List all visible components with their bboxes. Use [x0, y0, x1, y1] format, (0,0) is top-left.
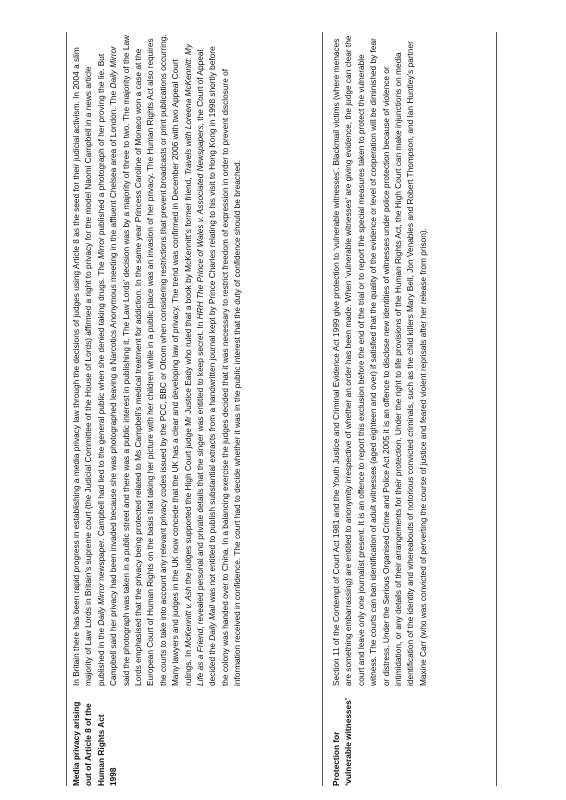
italic-title: Daily Mirror: [108, 46, 119, 89]
italic-title: Mirror: [95, 237, 106, 260]
row-text-vulnerable-witnesses: [330, 34, 429, 686]
text-run: In Britain there has been rapid progress in establishing a media privacy law through the decisions of judges using Article 8 as the seed for their judicial activism. In 2004 a slim majority of Law Lords in Britain’s supreme court (the Judicial Committee of the House of Lords) affirmed a right to privacy for the model Naomi Campbell in a news article published in the: [71, 47, 106, 686]
text-run: , revealed personal and private details that the singer was entitled to keep secret. In: [195, 319, 206, 629]
row-text-media-privacy: [70, 34, 244, 686]
row-label-media-privacy: Media privacy arising out of Article 8 of the Human Rights Act 1998: [71, 701, 119, 786]
italic-title: HRH The Prince of Wales v. Associated Newspapers: [195, 125, 206, 320]
italic-title: Travels with Loreena McKennitt: My Life as a Friend: [182, 43, 206, 686]
text-run: said the photograph was taken in a public street and there was a public interest in publishing it. The Law Lords’ decision was by a majority of three to two. The majority of the Law Lords emphasised that the privacy being protected related to Ms Campbell’s medical treatment for addiction. In the same year Princess Caroline of Monaco won a case at the European Court of Human Rights on the basis that taking her picture with her children while in a public place was an invasion of her privacy. The Human Rights Act also requires the courts to take into account any relevant privacy codes issued by the PCC, BBC or Ofcom when considering restrictions that prevent broadcasts or print publications occurring. Many lawyers and judges in the UK now concede that the UK has a clear and developing law of privacy. The trend was confirmed in December 2006 with two Appeal Court rulings. In: [120, 34, 193, 686]
row-label-vulnerable-witnesses: Protection for ‘vulnerable witnesses’: [331, 697, 354, 786]
row-divider-rule: [322, 32, 323, 786]
text-run: was not entitled to publish substantial extracts from a handwritten journal kept by Prince Charles relating to his visit to Hong Kong in 1998 shortly before the colony was handed over to China. In a balancing exercise the judges decided that it was necessary to restrict freedom of expression in order to prevent disclosure of information received in confidence. The court had to decide whether it was in the public interest that the duty of confidence should be breached.: [207, 46, 243, 686]
text-run: the judges supported the High Court judge Mr Justice Eady who ruled that a book by McKennitt’s former friend,: [182, 175, 193, 587]
table-bottom-rule: [496, 32, 497, 786]
text-run: , the Court of Appeal decided the: [195, 49, 218, 686]
text-run: Section 11 of the Contempt of Court Act 1981 and the Youth Justice and Criminal Evidence Act 1999 give protection to ‘vulnerable witnesses’. Blackmail victims (where menaces are something embarrassing) are entitled to anonymity irrespective of whether an order has been made. When ‘vulnerable witnesses’ are giving evidence, the judge can clear the court and leave only one journalist present. It is an offence to report this exclusion before the end of the trial or to report the special measures taken to protect the vulnerable witness. The courts can ban identification of adult witnesses (aged eighteen and over) if satisfied that the quality of the evidence or level of cooperation will be diminished by fear or distress. Under the Serious Organised Crime and Police Act 2005 it is an offence to disclose new identities of witnesses under police protection because of violence or intimidation, or any details of their arrangements for their protection. Under the right to life provisions of the Human Rights Act, the High Court can make injunctions on media identification of the identity and whereabouts of notorious convicted criminals, such as the child killers Mary Bell, Jon Venables and Robert Thompson, and Ian Huntley’s partner Maxine Carr (who was convicted of perverting the course of justice and feared violent reprisals after her release from prison).: [331, 35, 428, 686]
table-top-rule: [66, 32, 67, 786]
text-run: newspaper. Campbell had lied to the general public when she denied taking drugs. The: [95, 259, 106, 584]
italic-title: Daily Mail: [207, 604, 218, 641]
italic-title: McKennitt v. Ash: [182, 586, 193, 648]
text-run: published a photograph of her proving the lie. But Campbell said her privacy had been invaded because she was photographed leaving a Narcotics Anonymous meeting in the affluent Chelsea area of London. The: [95, 53, 119, 686]
italic-title: Daily Mirror: [95, 583, 106, 626]
